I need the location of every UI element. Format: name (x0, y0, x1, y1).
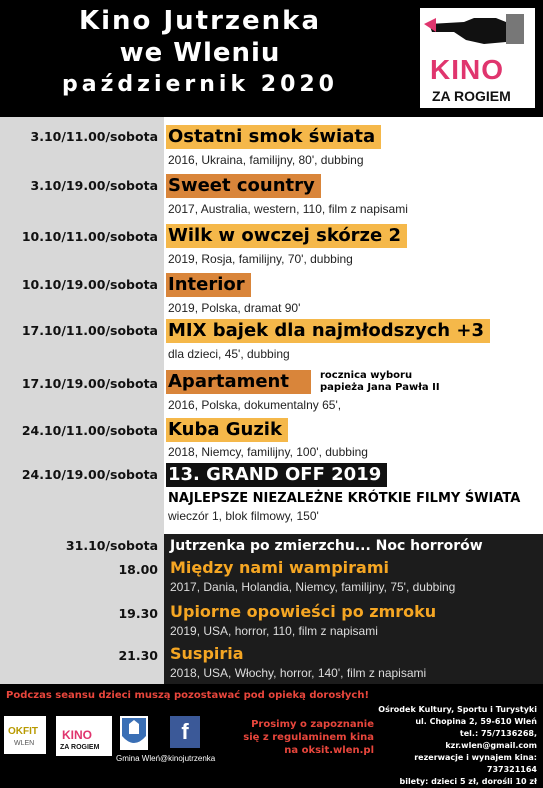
screening-title: Interior (166, 273, 251, 297)
regulations-notice (222, 718, 374, 757)
screening-desc: 2019, Rosja, familijny, 70', dubbing (168, 252, 353, 266)
parental-warning: Podczas seansu dzieci muszą pozostawać pod opieką dorosłych! (6, 690, 370, 701)
horror-time: 19.30 (118, 606, 158, 621)
okfit-sub: WLEN (14, 740, 35, 747)
screening-desc: 2018, Niemcy, familijny, 100', dubbing (168, 445, 368, 459)
footer (0, 684, 543, 786)
screening-desc: 2016, Polska, dokumentalny 65', (168, 398, 342, 412)
cinema-name: Kino Jutrzenka (78, 6, 322, 36)
horror-desc: 2017, Dania, Holandia, Niemcy, familijny, 75', dubbing (170, 580, 456, 594)
notice-link[interactable]: na oksit.wlen.pl (284, 745, 374, 756)
screening-desc: wieczór 1, blok filmowy, 150' (168, 509, 319, 523)
horror-title: Upiorne opowieści po zmroku (170, 602, 437, 621)
screening-date: 10.10/19.00/sobota (21, 277, 158, 292)
horror-heading: Jutrzenka po zmierzchu... Noc horrorów (170, 538, 483, 554)
horror-time: 21.30 (118, 648, 158, 663)
okfit-text: OKFIT (8, 726, 38, 737)
contact-line: bilety: dzieci 5 zł, dorośli 10 zł (399, 777, 537, 786)
okfit-logo (4, 716, 46, 754)
kino-logo-small (56, 716, 112, 756)
facebook-icon[interactable]: f (170, 716, 200, 748)
header (0, 0, 543, 117)
gmina-label: Gmina Wleń (116, 754, 161, 763)
contact-line: rezerwacje i wynajem kina: 737321164 (414, 753, 537, 774)
screening-desc: 2019, Polska, dramat 90' (168, 301, 301, 315)
screening-title: 13. GRAND OFF 2019 (166, 463, 387, 487)
screening-title: MIX bajek dla najmłodszych +3 (166, 319, 490, 343)
contact-line: tel.: 75/7136268, kzr.wlen@gmail.com (445, 729, 537, 750)
contact-info (377, 704, 537, 788)
screening-date: 24.10/19.00/sobota (21, 467, 158, 482)
kino-za-rogiem-logo (420, 8, 535, 108)
notice-line: się z regulaminem kina (243, 732, 374, 743)
screening-date: 17.10/11.00/sobota (21, 323, 158, 338)
pointing-hand-icon (424, 10, 529, 50)
notice-line: Prosimy o zapoznanie (251, 719, 374, 730)
gmina-crest-icon (120, 716, 148, 750)
crest-shape (120, 716, 148, 750)
screening-subtitle: NAJLEPSZE NIEZALEŻNE KRÓTKIE FILMY ŚWIATA (168, 491, 521, 506)
kino-sub: ZA ROGIEM (60, 744, 100, 751)
screening-title: Kuba Guzik (166, 418, 288, 442)
screening-desc: 2016, Ukraina, familijny, 80', dubbing (168, 153, 364, 167)
screening-date: 3.10/11.00/sobota (30, 129, 158, 144)
horror-title: Suspiria (170, 644, 244, 663)
horror-time: 18.00 (118, 562, 158, 577)
logo-sub-text: ZA ROGIEM (432, 88, 511, 104)
screening-date: 10.10/11.00/sobota (21, 229, 158, 244)
screening-date: 17.10/19.00/sobota (21, 376, 158, 391)
note-line: rocznica wyboru (320, 370, 413, 381)
screening-date: 24.10/11.00/sobota (21, 423, 158, 438)
horror-title: Między nami wampirami (170, 558, 389, 577)
month-title: październik 2020 (62, 72, 338, 97)
screening-desc: dla dzieci, 45', dubbing (168, 347, 290, 361)
horror-desc: 2018, USA, Włochy, horror, 140', film z napisami (170, 666, 427, 680)
horror-date: 31.10/sobota (65, 538, 158, 553)
screening-title: Wilk w owczej skórze 2 (166, 224, 407, 248)
cinema-location: we Wleniu (119, 38, 281, 68)
note-line: papieża Jana Pawła II (320, 382, 440, 393)
screening-desc: 2017, Australia, western, 110, film z napisami (168, 202, 408, 216)
screening-title: Sweet country (166, 174, 321, 198)
contact-line: ul. Chopina 2, 59-610 Wleń (415, 717, 537, 726)
horror-night-section (0, 534, 543, 684)
screening-note (320, 370, 440, 394)
screening-date: 3.10/19.00/sobota (30, 178, 158, 193)
horror-desc: 2019, USA, horror, 110, film z napisami (170, 624, 378, 638)
logo-kino-text: KINO (430, 54, 504, 85)
facebook-handle[interactable]: @kinojutrzenka (160, 754, 216, 763)
contact-line: Ośrodek Kultury, Sportu i Turystyki (378, 705, 537, 714)
kino-text: KINO (62, 728, 92, 742)
screening-title: Ostatni smok świata (166, 125, 381, 149)
screening-title: Apartament (166, 370, 311, 394)
